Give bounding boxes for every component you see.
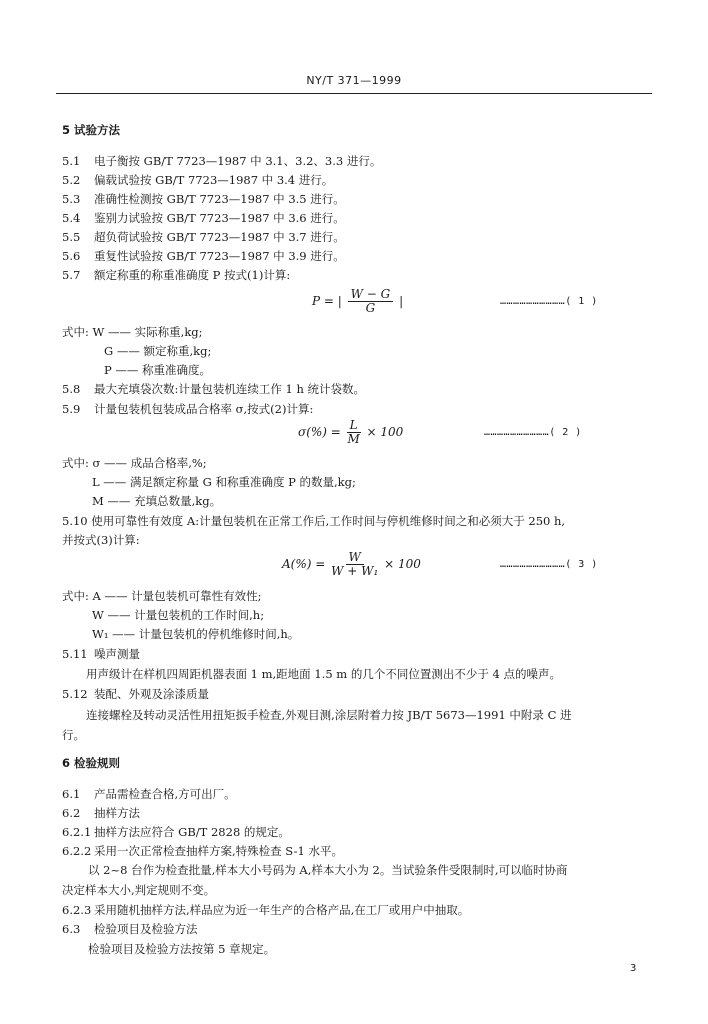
clause-text: 重复性试验按 GB/T 7723—1987 中 3.9 进行。: [94, 249, 345, 263]
clause-text: 偏载试验按 GB/T 7723—1987 中 3.4 进行。: [94, 173, 334, 187]
clause-number: 6.2.3: [62, 903, 92, 917]
clause-text: 超负荷试验按 GB/T 7723—1987 中 3.7 进行。: [94, 230, 345, 244]
equation-rhs: |: [399, 294, 404, 308]
clause-6-2-2-line-2: 决定样本大小,判定规则不变。: [62, 883, 216, 897]
clause-number: 5.5: [62, 230, 81, 244]
equation-lhs: A(%) =: [282, 557, 326, 571]
clause-number: 5.3: [62, 192, 81, 206]
equation-2-number: …………………………( 2 ): [484, 427, 582, 438]
clause-number: 5.7: [62, 268, 81, 282]
clause-5-12: [62, 686, 209, 702]
clause-text: 抽样方法: [94, 806, 140, 820]
eq1-where-line-2: G —— 额定称重,kg;: [104, 344, 212, 358]
clause-text: 检验项目及检验方法: [94, 922, 198, 936]
fraction-numerator: W − G: [348, 288, 394, 302]
fraction-denominator: G: [365, 301, 376, 315]
fraction-numerator: W: [346, 551, 364, 565]
eq3-where-line-2: W —— 计量包装机的工作时间,h;: [92, 608, 265, 622]
clause-text: 最大充填袋次数:计量包装机连续工作 1 h 统计袋数。: [94, 382, 366, 396]
clause-number: 6.1: [62, 787, 81, 801]
equation-lhs: P = |: [312, 294, 342, 308]
eq2-where-line-3: M —— 充填总数量,kg。: [92, 494, 222, 508]
clause-text: 采用一次正常检查抽样方案,特殊检查 S-1 水平。: [94, 844, 343, 858]
fraction-denominator: W + W₁: [331, 564, 379, 578]
fraction-denominator: M: [347, 432, 360, 446]
clause-6-2-2-line-1: 以 2~8 台作为检查批量,样本大小号码为 A,样本大小为 2。当试验条件受限制时,可以临时协商: [88, 863, 568, 877]
clause-text: 产品需检查合格,方可出厂。: [94, 787, 236, 801]
equation-fraction: [331, 551, 378, 578]
clause-number: 5.2: [62, 173, 81, 187]
header-rule: [56, 93, 652, 94]
clause-5-7: [62, 267, 290, 283]
equation-3: [282, 551, 421, 578]
clause-number: 5.1: [62, 154, 81, 168]
eq3-where-line-1: 式中: A —— 计量包装机可靠性有效性;: [62, 589, 262, 603]
equation-fraction: [347, 419, 361, 446]
standard-code-header: NY/T 371—1999: [306, 74, 402, 87]
clause-6-2-3: [62, 902, 469, 918]
clause-number: 5.9: [62, 402, 81, 416]
eq2-where-line-1: 式中: σ —— 成品合格率,%;: [62, 456, 207, 470]
clause-text: 噪声测量: [94, 647, 140, 661]
section-6-title: 6 检验规则: [62, 756, 121, 770]
eq1-where-line-1: 式中: W —— 实际称重,kg;: [62, 325, 203, 339]
clause-5-4: [62, 210, 345, 226]
clause-5-11-body: 用声级计在样机四周距机器表面 1 m,距地面 1.5 m 的几个不同位置测出不少于 4 点的噪声。: [86, 667, 561, 681]
clause-number: 6.2.2: [62, 844, 92, 858]
clause-number: 5.6: [62, 249, 81, 263]
equation-fraction: [348, 288, 394, 315]
clause-5-6: [62, 248, 345, 264]
equation-2: [298, 419, 403, 446]
clause-5-3: [62, 191, 345, 207]
eq1-where-line-3: P —— 称重准确度。: [104, 363, 212, 377]
clause-5-5: [62, 229, 345, 245]
equation-rhs: × 100: [384, 557, 421, 571]
clause-text: 准确性检测按 GB/T 7723—1987 中 3.5 进行。: [94, 192, 345, 206]
clause-6-2-2: [62, 843, 343, 859]
clause-text: 鉴别力试验按 GB/T 7723—1987 中 3.6 进行。: [94, 211, 345, 225]
clause-number: 5.12: [62, 687, 88, 701]
clause-number: 6.3: [62, 922, 81, 936]
clause-5-12-line-2: 行。: [62, 728, 85, 742]
clause-text: 计量包装机包装成品合格率 σ,按式(2)计算:: [94, 402, 314, 416]
clause-text: 采用随机抽样方法,样品应为近一年生产的合格产品,在工厂或用户中抽取。: [94, 903, 470, 917]
clause-5-10-line-2: 并按式(3)计算:: [62, 533, 140, 547]
clause-6-3-body: 检验项目及检验方法按第 5 章规定。: [88, 942, 276, 956]
clause-6-2: [62, 805, 140, 821]
clause-6-2-1: [62, 824, 290, 840]
page-number: 3: [630, 963, 637, 974]
clause-number: 5.4: [62, 211, 81, 225]
equation-rhs: × 100: [366, 425, 404, 439]
clause-number: 6.2.1: [62, 825, 92, 839]
equation-lhs: σ(%) =: [298, 425, 341, 439]
clause-text: 抽样方法应符合 GB/T 2828 的规定。: [94, 825, 290, 839]
eq3-where-line-3: W₁ —— 计量包装机的停机维修时间,h。: [92, 627, 300, 641]
clause-6-1: [62, 786, 236, 802]
clause-5-9: [62, 401, 313, 417]
clause-number: 6.2: [62, 806, 81, 820]
clause-number: 5.11: [62, 647, 88, 661]
clause-5-12-line-1: 连接螺栓及转动灵活性用扭矩扳手检查,外观目测,涂层附着力按 JB/T 5673—1991 中附录 C 进: [86, 708, 572, 722]
clause-text: 额定称重的称重准确度 P 按式(1)计算:: [94, 268, 291, 282]
eq2-where-line-2: L —— 满足额定称量 G 和称重准确度 P 的数量,kg;: [92, 475, 356, 489]
clause-text: 电子衡按 GB/T 7723—1987 中 3.1、3.2、3.3 进行。: [94, 154, 382, 168]
clause-6-3: [62, 921, 198, 937]
clause-5-10-line-1: 5.10 使用可靠性有效度 A:计量包装机在正常工作后,工作时间与停机维修时间之和必须大于 250 h,: [62, 514, 566, 528]
clause-number: 5.8: [62, 382, 81, 396]
clause-5-1: [62, 153, 381, 169]
equation-1-number: …………………………( 1 ): [500, 296, 598, 307]
equation-3-number: …………………………( 3 ): [500, 559, 598, 570]
fraction-numerator: L: [347, 419, 361, 433]
clause-text: 装配、外观及涂漆质量: [94, 687, 209, 701]
clause-5-2: [62, 172, 333, 188]
equation-1: [312, 288, 403, 315]
clause-5-11: [62, 646, 140, 662]
section-5-title: 5 试验方法: [62, 123, 121, 137]
clause-5-8: [62, 381, 365, 397]
